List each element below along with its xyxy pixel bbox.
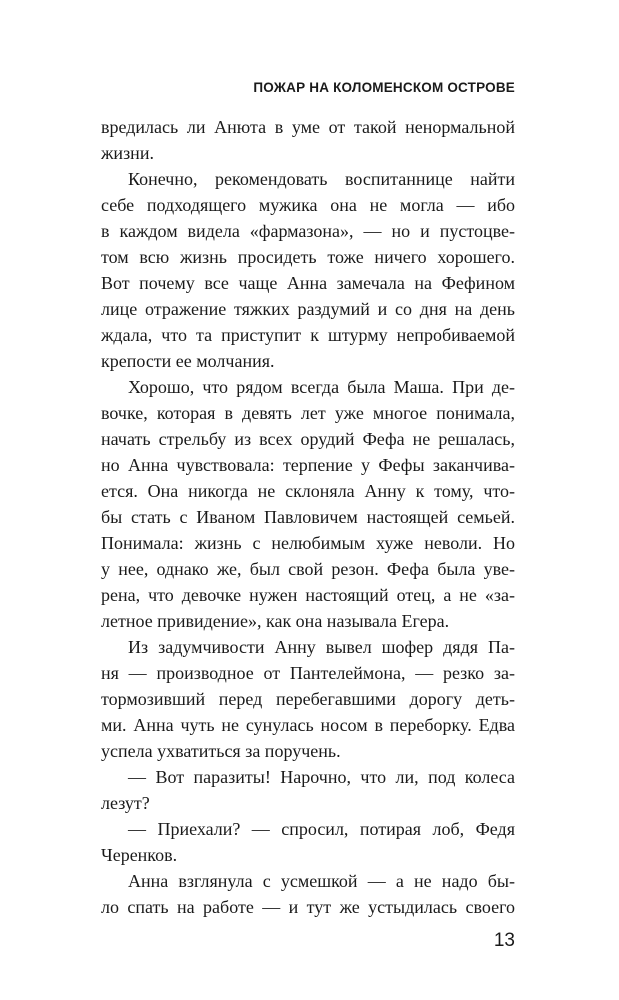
text-line: Вот почему все чаще Анна замечала на Фефином bbox=[101, 273, 515, 293]
text-line: ло спать на работе — и тут же устыдилась своего bbox=[101, 897, 515, 917]
text-line: бы стать с Иваном Павловичем настоящей семьей. bbox=[101, 507, 515, 527]
text-line: у нее, однако же, был свой резон. Фефа была уве- bbox=[101, 559, 515, 579]
text-line: ждала, что та приступит к штурму непробиваемой bbox=[101, 325, 515, 345]
text-line: том всю жизнь просидеть тоже ничего хорошего. bbox=[101, 247, 515, 267]
text-line: жизни. bbox=[101, 143, 154, 163]
text-line: летное привидение», как она называла Егера. bbox=[101, 611, 450, 631]
text-line: в каждом видела «фармазона», — но и пустоцве- bbox=[101, 221, 515, 241]
text-line: крепости ее молчания. bbox=[101, 351, 275, 371]
text-line: Конечно, рекомендовать воспитаннице найти bbox=[128, 169, 515, 189]
text-line: лезут? bbox=[101, 793, 150, 813]
text-line: вредилась ли Анюта в уме от такой ненормальной bbox=[101, 117, 515, 137]
text-line: — Приехали? — спросил, потирая лоб, Федя bbox=[128, 819, 515, 839]
text-line: ми. Анна чуть не сунулась носом в переборку. Едва bbox=[101, 715, 515, 735]
text-line: Черенков. bbox=[101, 845, 178, 865]
text-line: рена, что девочке нужен настоящий отец, а не «за- bbox=[101, 585, 515, 605]
text-line: лице отражение тяжких раздумий и со дня на день bbox=[101, 299, 515, 319]
text-line: но Анна чувствовала: терпение у Фефы заканчива- bbox=[101, 455, 515, 475]
text-line: ется. Она никогда не склоняла Анну к тому, что- bbox=[101, 481, 515, 501]
text-line: Хорошо, что рядом всегда была Маша. При де- bbox=[128, 377, 515, 397]
text-line: ня — производное от Пантелеймона, — резко за- bbox=[101, 663, 515, 683]
text-line: Анна взглянула с усмешкой — а не надо бы- bbox=[128, 871, 515, 891]
text-line: тормозивший перед перебегавшими дорогу деть- bbox=[101, 689, 515, 709]
text-line: успела ухватиться за поручень. bbox=[101, 741, 341, 761]
body-text bbox=[101, 114, 515, 920]
text-line: — Вот паразиты! Нарочно, что ли, под колеса bbox=[128, 767, 515, 787]
text-line: Понимала: жизнь с нелюбимым хуже неволи. Но bbox=[101, 533, 515, 553]
text-line: себе подходящего мужика она не могла — ибо bbox=[101, 195, 515, 215]
page-number: 13 bbox=[493, 930, 515, 951]
text-line: Из задумчивости Анну вывел шофер дядя Па- bbox=[128, 637, 515, 657]
text-line: начать стрельбу из всех орудий Фефа не решалась, bbox=[101, 429, 515, 449]
running-head: ПОЖАР НА КОЛОМЕНСКОМ ОСТРОВЕ bbox=[253, 80, 515, 95]
text-line: вочке, которая в девять лет уже многое понимала, bbox=[101, 403, 515, 423]
